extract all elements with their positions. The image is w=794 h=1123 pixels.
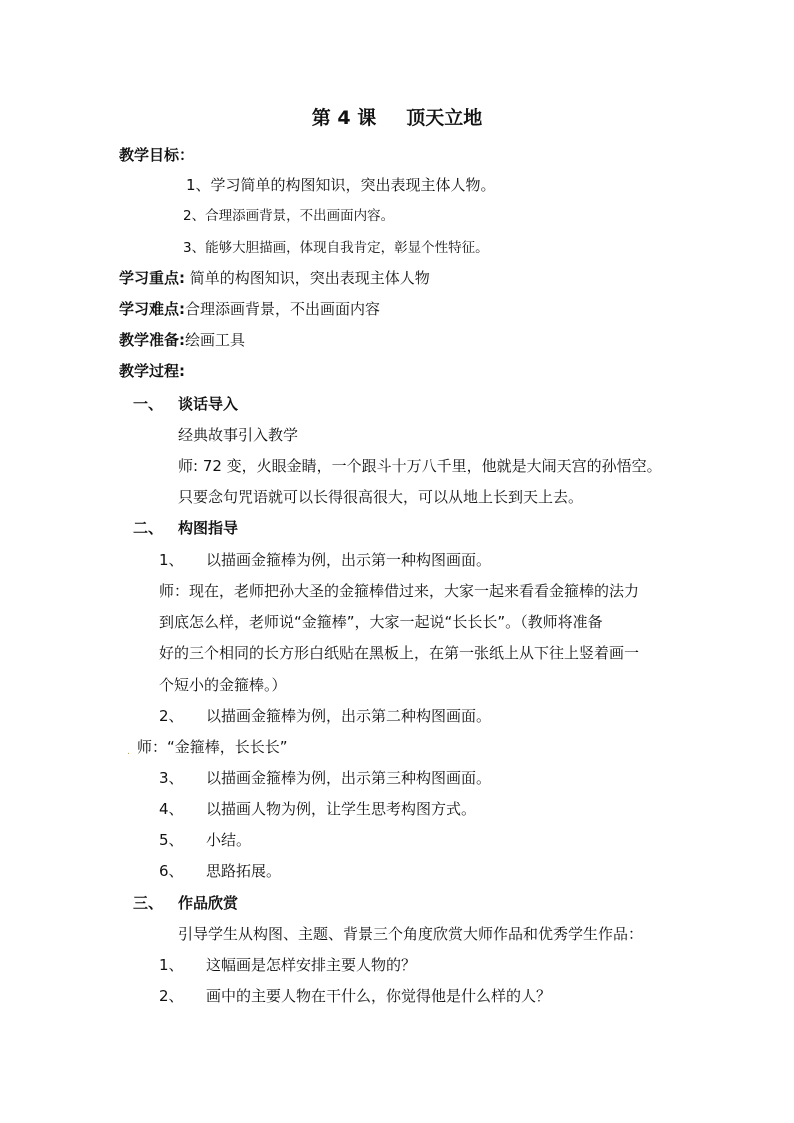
section-heading [133,394,238,414]
list-item [159,986,551,1006]
difficulty-label: 学习难点: [119,300,185,318]
list-item [159,550,491,570]
text-line: 经典故事引入教学 [178,426,299,444]
list-item [159,830,251,850]
key-point-label: 学习重点: [119,269,185,287]
objective-item: 3、能够大胆描画，体现自我肯定，彰显个性特征。 [183,240,489,256]
section-number: 一、 [133,395,164,413]
key-point [119,268,430,288]
page-title [0,106,794,130]
text-line: 个短小的金箍棒。） [159,676,287,694]
list-text: 小结。 [206,831,252,849]
list-number: 1、 [159,956,184,974]
text-line: 只要念句咒语就可以长得很高很大，可以从地上长到天上去。 [178,488,584,506]
text-line: 引导学生从构图、主题、背景三个角度欣赏大师作品和优秀学生作品： [178,925,644,943]
process-label: 教学过程: [119,362,185,380]
list-number: 2、 [159,987,184,1005]
key-point-text: 简单的构图知识，突出表现主体人物 [185,269,430,287]
text-line: 好的三个相同的长方形白纸贴在黑板上，在第一张纸上从下往上竖着画一 [159,644,640,662]
preparation [119,330,245,350]
list-item [159,955,416,975]
list-number: 4、 [159,800,184,818]
list-text: 这幅画是怎样安排主要人物的？ [206,956,417,974]
text-line: 到底怎么样，老师说“金箍棒”，大家一起说“长长长”。（教师将准备 [159,613,603,631]
list-number: 2、 [159,707,184,725]
section-heading [133,893,238,913]
list-text: 画中的主要人物在干什么，你觉得他是什么样的人？ [206,987,552,1005]
text-line: 师：“金箍棒，长长长” [137,738,288,756]
stray-mark: . [127,747,130,757]
list-text: 以描画人物为例，让学生思考构图方式。 [206,800,477,818]
difficulty-text: 合理添画背景，不出画面内容 [185,300,381,318]
section-title: 构图指导 [178,519,239,537]
text-line: 师: 72 变，火眼金睛，一个跟斗十万八千里，他就是大闹天宫的孙悟空。 [178,457,662,475]
preparation-text: 绘画工具 [185,331,246,349]
list-number: 1、 [159,551,184,569]
list-item [159,799,476,819]
difficulty [119,299,380,319]
objective-item: 2、合理添画背景，不出画面内容。 [183,208,395,224]
list-item [159,768,491,788]
list-number: 3、 [159,769,184,787]
section-number: 二、 [133,519,164,537]
section-heading [133,518,238,538]
lesson-number: 第 4 课 [311,107,377,129]
list-item [159,861,281,881]
list-number: 5、 [159,831,184,849]
list-item [159,706,491,726]
list-number: 6、 [159,862,184,880]
list-text: 思路拓展。 [206,862,282,880]
lesson-name: 顶天立地 [406,107,483,129]
section-title: 作品欣赏 [178,894,239,912]
list-text: 以描画金箍棒为例，出示第一种构图画面。 [206,551,492,569]
text-line: 师：现在，老师把孙大圣的金箍棒借过来，大家一起来看看金箍棒的法力 [159,582,640,600]
objectives-label: 教学目标： [119,146,195,164]
list-text: 以描画金箍棒为例，出示第二种构图画面。 [206,707,492,725]
objective-item: 1、学习简单的构图知识，突出表现主体人物。 [186,176,496,194]
section-number: 三、 [133,894,164,912]
list-text: 以描画金箍棒为例，出示第三种构图画面。 [206,769,492,787]
preparation-label: 教学准备: [119,331,185,349]
section-title: 谈话导入 [178,395,239,413]
